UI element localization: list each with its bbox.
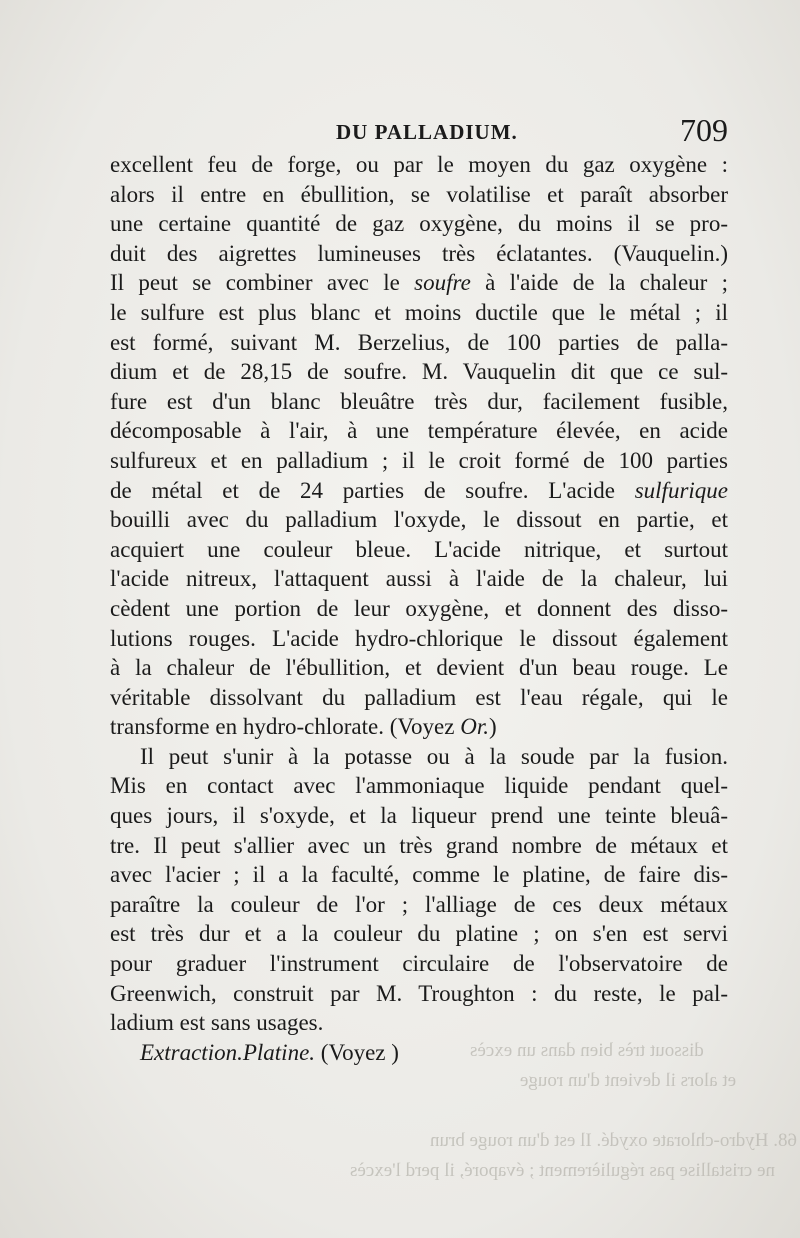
text-run: Mis en contact avec l'ammoniaque liquide pendant quel- xyxy=(110,773,728,799)
text-run: ) xyxy=(391,1039,399,1065)
text-line xyxy=(110,180,728,210)
text-line xyxy=(110,268,728,298)
bleed-through-text: ne cristallise pas régulièrement ; évaporé, il perd l'excès xyxy=(350,1160,775,1181)
text-line xyxy=(110,1008,728,1038)
text-run: duit des aigrettes lumineuses très éclatantes. (Vauquelin.) xyxy=(110,240,728,266)
text-line xyxy=(110,209,728,239)
text-run: excellent feu de forge, ou par le moyen du gaz oxygène : xyxy=(110,152,728,177)
text-line xyxy=(110,624,728,654)
italic-term: Platine. xyxy=(242,1039,316,1065)
text-run: ) xyxy=(488,714,497,740)
text-line xyxy=(110,653,728,683)
text-line xyxy=(110,239,728,269)
text-run: alors il entre en ébullition, se volatilise et paraît absorber xyxy=(110,181,728,207)
text-line xyxy=(110,535,728,565)
text-run: le sulfure est plus blanc et moins ductile que le métal ; il xyxy=(110,299,728,325)
text-line xyxy=(110,919,728,949)
text-run: Il peut se combiner avec le xyxy=(110,270,415,296)
text-run: véritable dissolvant du palladium est l'eau régale, qui le xyxy=(110,684,728,710)
running-title: DU PALLADIUM. xyxy=(336,120,518,144)
paragraph xyxy=(110,150,728,742)
text-line xyxy=(110,564,728,594)
text-run: est formé, suivant M. Berzelius, de 100 parties de palla- xyxy=(110,329,728,355)
text-run: ques jours, il s'oxyde, et la liqueur prend une teinte bleuâ- xyxy=(110,803,728,829)
text-line xyxy=(110,831,728,861)
text-run: l'acide nitreux, l'attaquent aussi à l'aide de la chaleur, lui xyxy=(110,566,728,592)
text-run: fure est d'un blanc bleuâtre très dur, facilement fusible, xyxy=(110,388,728,414)
text-run: acquiert une couleur bleue. L'acide nitrique, et surtout xyxy=(110,536,728,562)
text-line xyxy=(110,860,728,890)
text-run: paraître la couleur de l'or ; l'alliage de ces deux métaux xyxy=(110,891,728,917)
text-run: de métal et de 24 parties de soufre. L'acide xyxy=(110,477,635,503)
text-line xyxy=(110,476,728,506)
text-run: tre. Il peut s'allier avec un très grand nombre de métaux et xyxy=(110,832,728,858)
text-run: cèdent une portion de leur oxygène, et donnent des disso- xyxy=(110,595,728,621)
text-line xyxy=(110,771,728,801)
text-run: une certaine quantité de gaz oxygène, du moins il se pro- xyxy=(110,211,728,237)
text-line xyxy=(110,979,728,1009)
text-run: (Voyez xyxy=(315,1039,392,1065)
text-run: ladium est sans usages. xyxy=(110,1010,324,1036)
text-line xyxy=(110,357,728,387)
page-number: 709 xyxy=(680,112,728,148)
text-run: sulfureux et en palladium ; il le croit formé de 100 parties xyxy=(110,447,728,473)
text-line xyxy=(110,446,728,476)
text-run: à la chaleur de l'ébullition, et devient d'un beau rouge. Le xyxy=(110,655,728,681)
text-run: dium et de 28,15 de soufre. M. Vauquelin dit que ce sul- xyxy=(110,359,728,385)
text-run: transforme en hydro-chlorate. (Voyez xyxy=(110,714,461,740)
text-run: est très dur et a la couleur du platine ; on s'en est servi xyxy=(110,921,728,947)
text-run: Il peut s'unir à la potasse ou à la soude par la fusion. xyxy=(140,743,728,769)
bleed-through-text: dissout très bien dans un excès xyxy=(470,1040,704,1061)
italic-term: Or. xyxy=(460,714,489,740)
text-line xyxy=(110,150,728,180)
italic-term: Extraction. xyxy=(140,1039,243,1065)
text-run: décomposable à l'air, à une température élevée, en acide xyxy=(110,418,728,444)
paragraph xyxy=(110,742,728,1038)
text-line xyxy=(110,949,728,979)
text-line xyxy=(110,712,728,742)
italic-term: sulfurique xyxy=(634,477,728,503)
text-run: lutions rouges. L'acide hydro-chlorique le dissout également xyxy=(110,625,728,651)
text-line xyxy=(110,387,728,417)
text-line xyxy=(110,683,728,713)
text-run: avec l'acier ; il a la faculté, comme le platine, de faire dis- xyxy=(110,862,728,888)
text-line xyxy=(110,890,728,920)
text-line xyxy=(110,742,728,772)
page-header xyxy=(108,112,728,152)
text-line xyxy=(110,801,728,831)
bleed-through-text: 68. Hydro-chlorate oxydé. Il est d'un rouge brun xyxy=(430,1130,797,1151)
text-run: pour graduer l'instrument circulaire de l'observatoire de xyxy=(110,951,728,977)
text-run: bouilli avec du palladium l'oxyde, le dissout en partie, et xyxy=(110,507,728,533)
text-run: à l'aide de la chaleur ; xyxy=(470,270,729,296)
text-line xyxy=(110,298,728,328)
bleed-through-text: et alors il devient d'un rouge xyxy=(520,1070,737,1091)
text-line xyxy=(110,505,728,535)
body-text xyxy=(110,150,728,1067)
text-run: Greenwich, construit par M. Troughton : du reste, le pal- xyxy=(110,980,728,1006)
text-line xyxy=(110,416,728,446)
text-line xyxy=(110,328,728,358)
italic-term: soufre xyxy=(414,270,471,296)
text-line xyxy=(110,594,728,624)
